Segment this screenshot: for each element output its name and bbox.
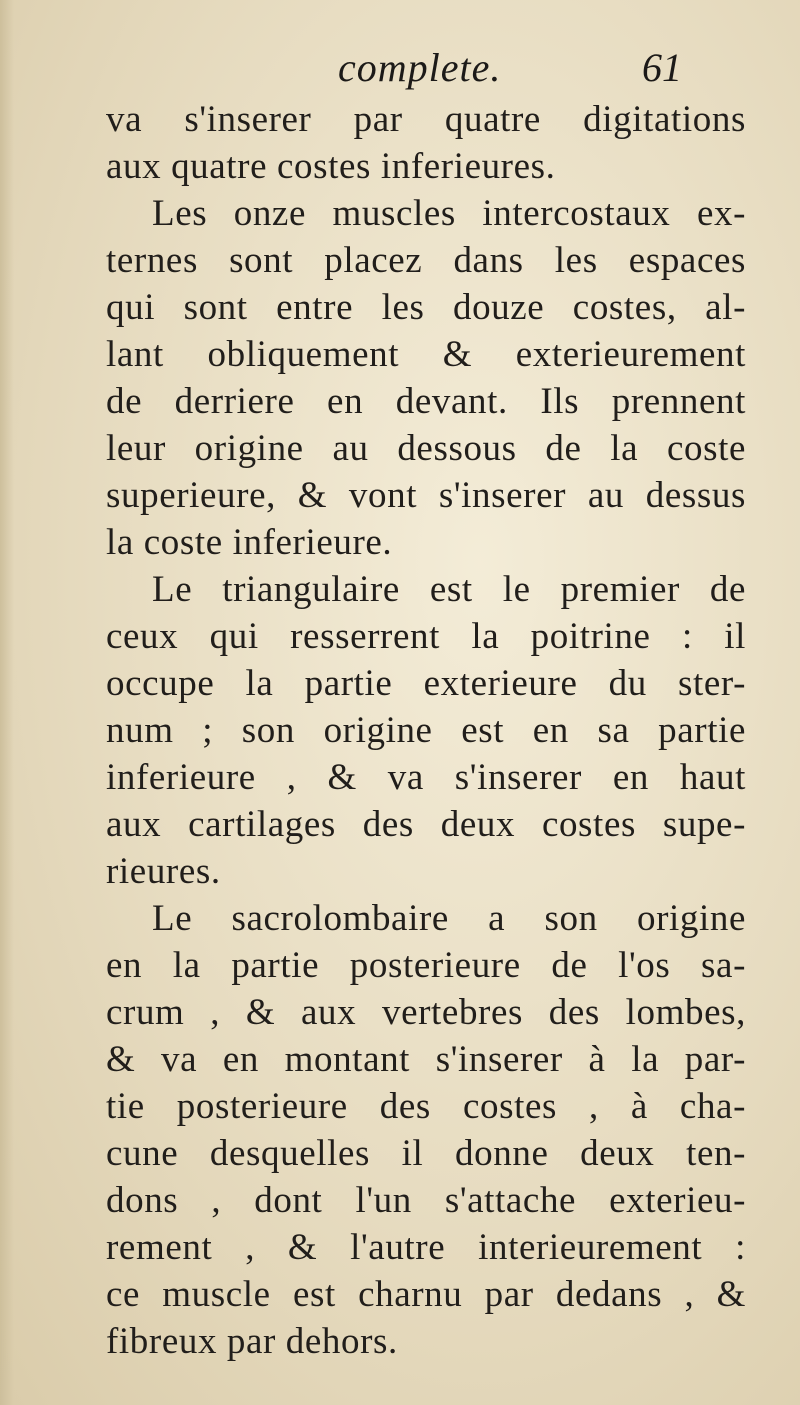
page-gutter-shadow bbox=[0, 0, 14, 1405]
text-line: rement , & l'autre interieurement : bbox=[106, 1227, 746, 1268]
text-line: crum , & aux vertebres des lombes, bbox=[106, 992, 746, 1033]
text-line: Les onze muscles intercostaux ex- bbox=[152, 193, 746, 234]
text-line: ce muscle est charnu par dedans , & bbox=[106, 1274, 746, 1315]
page-header bbox=[0, 40, 800, 90]
text-line: Le triangulaire est le premier de bbox=[152, 569, 746, 610]
text-line: tie posterieure des costes , à cha- bbox=[106, 1086, 746, 1127]
text-line: lant obliquement & exterieurement bbox=[106, 334, 746, 375]
text-line: inferieure , & va s'inserer en haut bbox=[106, 757, 746, 798]
text-line: dons , dont l'un s'attache exterieu- bbox=[106, 1180, 746, 1221]
text-line: cune desquelles il donne deux ten- bbox=[106, 1133, 746, 1174]
text-line: de derriere en devant. Ils prennent bbox=[106, 381, 746, 422]
running-title: complete. bbox=[338, 45, 502, 90]
text-line: rieures. bbox=[106, 851, 221, 892]
text-line: Le sacrolombaire a son origine bbox=[152, 898, 746, 939]
text-line: aux cartilages des deux costes supe- bbox=[106, 804, 746, 845]
text-line: occupe la partie exterieure du ster- bbox=[106, 663, 746, 704]
text-line: superieure, & vont s'inserer au dessus bbox=[106, 475, 746, 516]
text-line: la coste inferieure. bbox=[106, 522, 393, 563]
text-line: fibreux par dehors. bbox=[106, 1321, 398, 1362]
text-line: va s'inserer par quatre digitations bbox=[106, 99, 746, 140]
text-line: & va en montant s'inserer à la par- bbox=[106, 1039, 746, 1080]
text-line: leur origine au dessous de la coste bbox=[106, 428, 746, 469]
text-line: num ; son origine est en sa partie bbox=[106, 710, 746, 751]
text-line: ternes sont placez dans les espaces bbox=[106, 240, 746, 281]
text-line: en la partie posterieure de l'os sa- bbox=[106, 945, 746, 986]
text-line: ceux qui resserrent la poitrine : il bbox=[106, 616, 746, 657]
body-text bbox=[106, 96, 746, 1365]
page-number: 61 bbox=[642, 45, 682, 90]
text-line: aux quatre costes inferieures. bbox=[106, 146, 556, 187]
text-line: qui sont entre les douze costes, al- bbox=[106, 287, 746, 328]
